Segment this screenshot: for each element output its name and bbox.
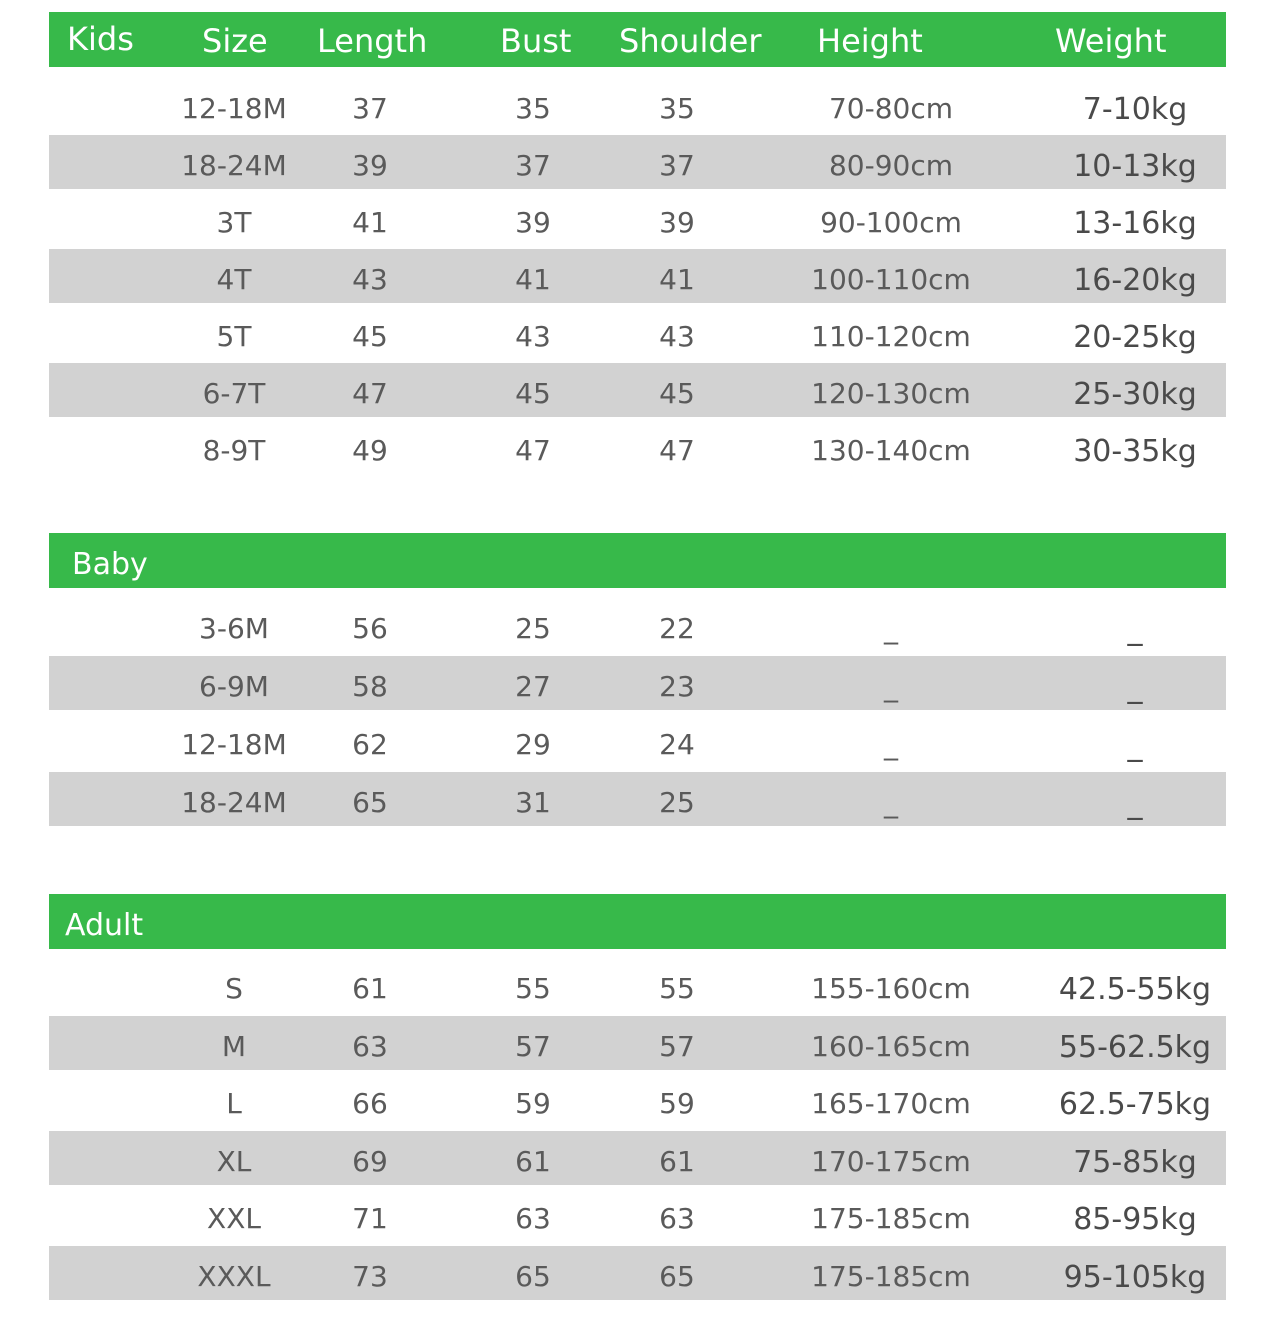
cell-shoulder: 57 [659,1029,695,1063]
cell-bust: 39 [515,206,551,239]
cell-shoulder: 43 [659,320,695,353]
cell-height: 155-160cm [811,972,971,1005]
column-header-size: Size [202,22,268,60]
cell-weight: 20-25kg [1073,320,1197,355]
cell-shoulder: 59 [659,1087,695,1120]
cell-height: 130-140cm [811,434,971,467]
table-row [49,656,1226,710]
cell-height: 120-130cm [811,377,971,410]
cell-height: 165-170cm [811,1087,971,1120]
cell-size: 5T [216,320,252,353]
cell-size: 4T [216,263,252,296]
cell-weight: 16-20kg [1073,263,1197,298]
column-header-shoulder: Shoulder [619,22,762,60]
cell-shoulder: 63 [659,1202,695,1235]
cell-bust: 65 [515,1259,551,1293]
cell-shoulder: 24 [659,728,695,761]
baby-header-bar [49,533,1226,588]
table-row [49,772,1226,826]
cell-size: M [221,1029,247,1063]
cell-bust: 61 [515,1144,551,1178]
cell-length: 37 [352,92,388,125]
cell-size: 3T [216,206,252,239]
cell-height: 160-165cm [811,1029,971,1063]
cell-length: 63 [352,1029,388,1063]
section-title-adult: Adult [65,908,144,943]
cell-shoulder: 65 [659,1259,695,1293]
cell-weight: 62.5-75kg [1058,1087,1212,1122]
cell-length: 73 [352,1259,388,1293]
cell-weight: 30-35kg [1073,434,1197,469]
cell-size: S [225,972,243,1005]
cell-height: 175-185cm [811,1202,971,1235]
table-row [49,192,1226,246]
cell-length: 41 [352,206,388,239]
section-title-baby: Baby [72,547,148,582]
cell-shoulder: 37 [659,149,695,182]
table-row [49,1073,1226,1127]
cell-shoulder: 47 [659,434,695,467]
cell-shoulder: 61 [659,1144,695,1178]
cell-height: _ [884,670,898,703]
cell-bust: 37 [515,149,551,182]
column-header-bust: Bust [500,22,572,60]
cell-length: 58 [352,670,388,703]
cell-length: 69 [352,1144,388,1178]
cell-bust: 31 [515,786,551,819]
cell-height: 170-175cm [811,1144,971,1178]
cell-bust: 47 [515,434,551,467]
cell-weight: 55-62.5kg [1058,1029,1212,1065]
cell-size: 6-9M [199,670,269,703]
cell-bust: 29 [515,728,551,761]
cell-bust: 45 [515,377,551,410]
cell-bust: 41 [515,263,551,296]
cell-length: 71 [352,1202,388,1235]
cell-bust: 55 [515,972,551,1005]
cell-shoulder: 35 [659,92,695,125]
cell-shoulder: 23 [659,670,695,703]
cell-weight: _ [1127,670,1143,705]
table-row [49,135,1226,189]
cell-size: 6-7T [202,377,266,410]
table-row [49,78,1226,132]
cell-bust: 25 [515,612,551,645]
cell-length: 39 [352,149,388,182]
table-row [49,1188,1226,1242]
cell-bust: 63 [515,1202,551,1235]
cell-length: 66 [352,1087,388,1120]
cell-height: 80-90cm [828,149,954,182]
cell-height: 110-120cm [811,320,971,353]
cell-weight: _ [1127,612,1143,647]
cell-weight: 25-30kg [1073,377,1197,412]
column-header-weight: Weight [1055,22,1167,60]
table-row [49,958,1226,1012]
table-row [49,306,1226,360]
cell-weight: 10-13kg [1073,149,1197,184]
cell-shoulder: 22 [659,612,695,645]
cell-bust: 35 [515,92,551,125]
table-row [49,598,1226,652]
cell-height: _ [884,786,898,819]
cell-height: 175-185cm [811,1259,971,1293]
cell-length: 45 [352,320,388,353]
column-header-length: Length [317,22,428,60]
table-row [49,1016,1226,1070]
cell-shoulder: 39 [659,206,695,239]
cell-weight: _ [1127,786,1143,821]
cell-shoulder: 55 [659,972,695,1005]
cell-size: 18-24M [181,786,287,819]
cell-size: 8-9T [202,434,266,467]
cell-shoulder: 45 [659,377,695,410]
table-row [49,249,1226,303]
table-row [49,1246,1226,1300]
cell-size: 12-18M [181,728,287,761]
cell-weight: _ [1127,728,1143,763]
cell-length: 61 [352,972,388,1005]
table-row [49,420,1226,474]
cell-length: 56 [352,612,388,645]
cell-shoulder: 41 [659,263,695,296]
cell-size: L [226,1087,242,1120]
cell-length: 47 [352,377,388,410]
table-row [49,714,1226,768]
cell-bust: 43 [515,320,551,353]
cell-bust: 57 [515,1029,551,1063]
table-row [49,1131,1226,1185]
cell-size: 18-24M [181,149,287,182]
cell-length: 62 [352,728,388,761]
cell-weight: 75-85kg [1073,1144,1197,1180]
cell-bust: 27 [515,670,551,703]
cell-height: 90-100cm [820,206,962,239]
cell-height: _ [884,728,898,761]
column-header-height: Height [817,22,923,60]
cell-shoulder: 25 [659,786,695,819]
kids-header-bar [49,12,1226,67]
section-title-kids: Kids [67,20,134,58]
cell-weight: 7-10kg [1082,92,1188,127]
cell-length: 43 [352,263,388,296]
cell-size: 3-6M [199,612,269,645]
cell-height: _ [884,612,898,645]
cell-size: XXL [207,1202,261,1235]
cell-height: 100-110cm [811,263,971,296]
cell-bust: 59 [515,1087,551,1120]
cell-length: 65 [352,786,388,819]
cell-weight: 42.5-55kg [1058,972,1212,1007]
table-row [49,363,1226,417]
cell-size: 12-18M [181,92,287,125]
cell-weight: 13-16kg [1073,206,1197,241]
adult-header-bar [49,894,1226,949]
cell-size: XL [216,1144,252,1178]
cell-weight: 85-95kg [1073,1202,1197,1237]
cell-weight: 95-105kg [1063,1259,1207,1295]
cell-size: XXXL [197,1259,271,1293]
cell-length: 49 [352,434,388,467]
cell-height: 70-80cm [828,92,954,125]
